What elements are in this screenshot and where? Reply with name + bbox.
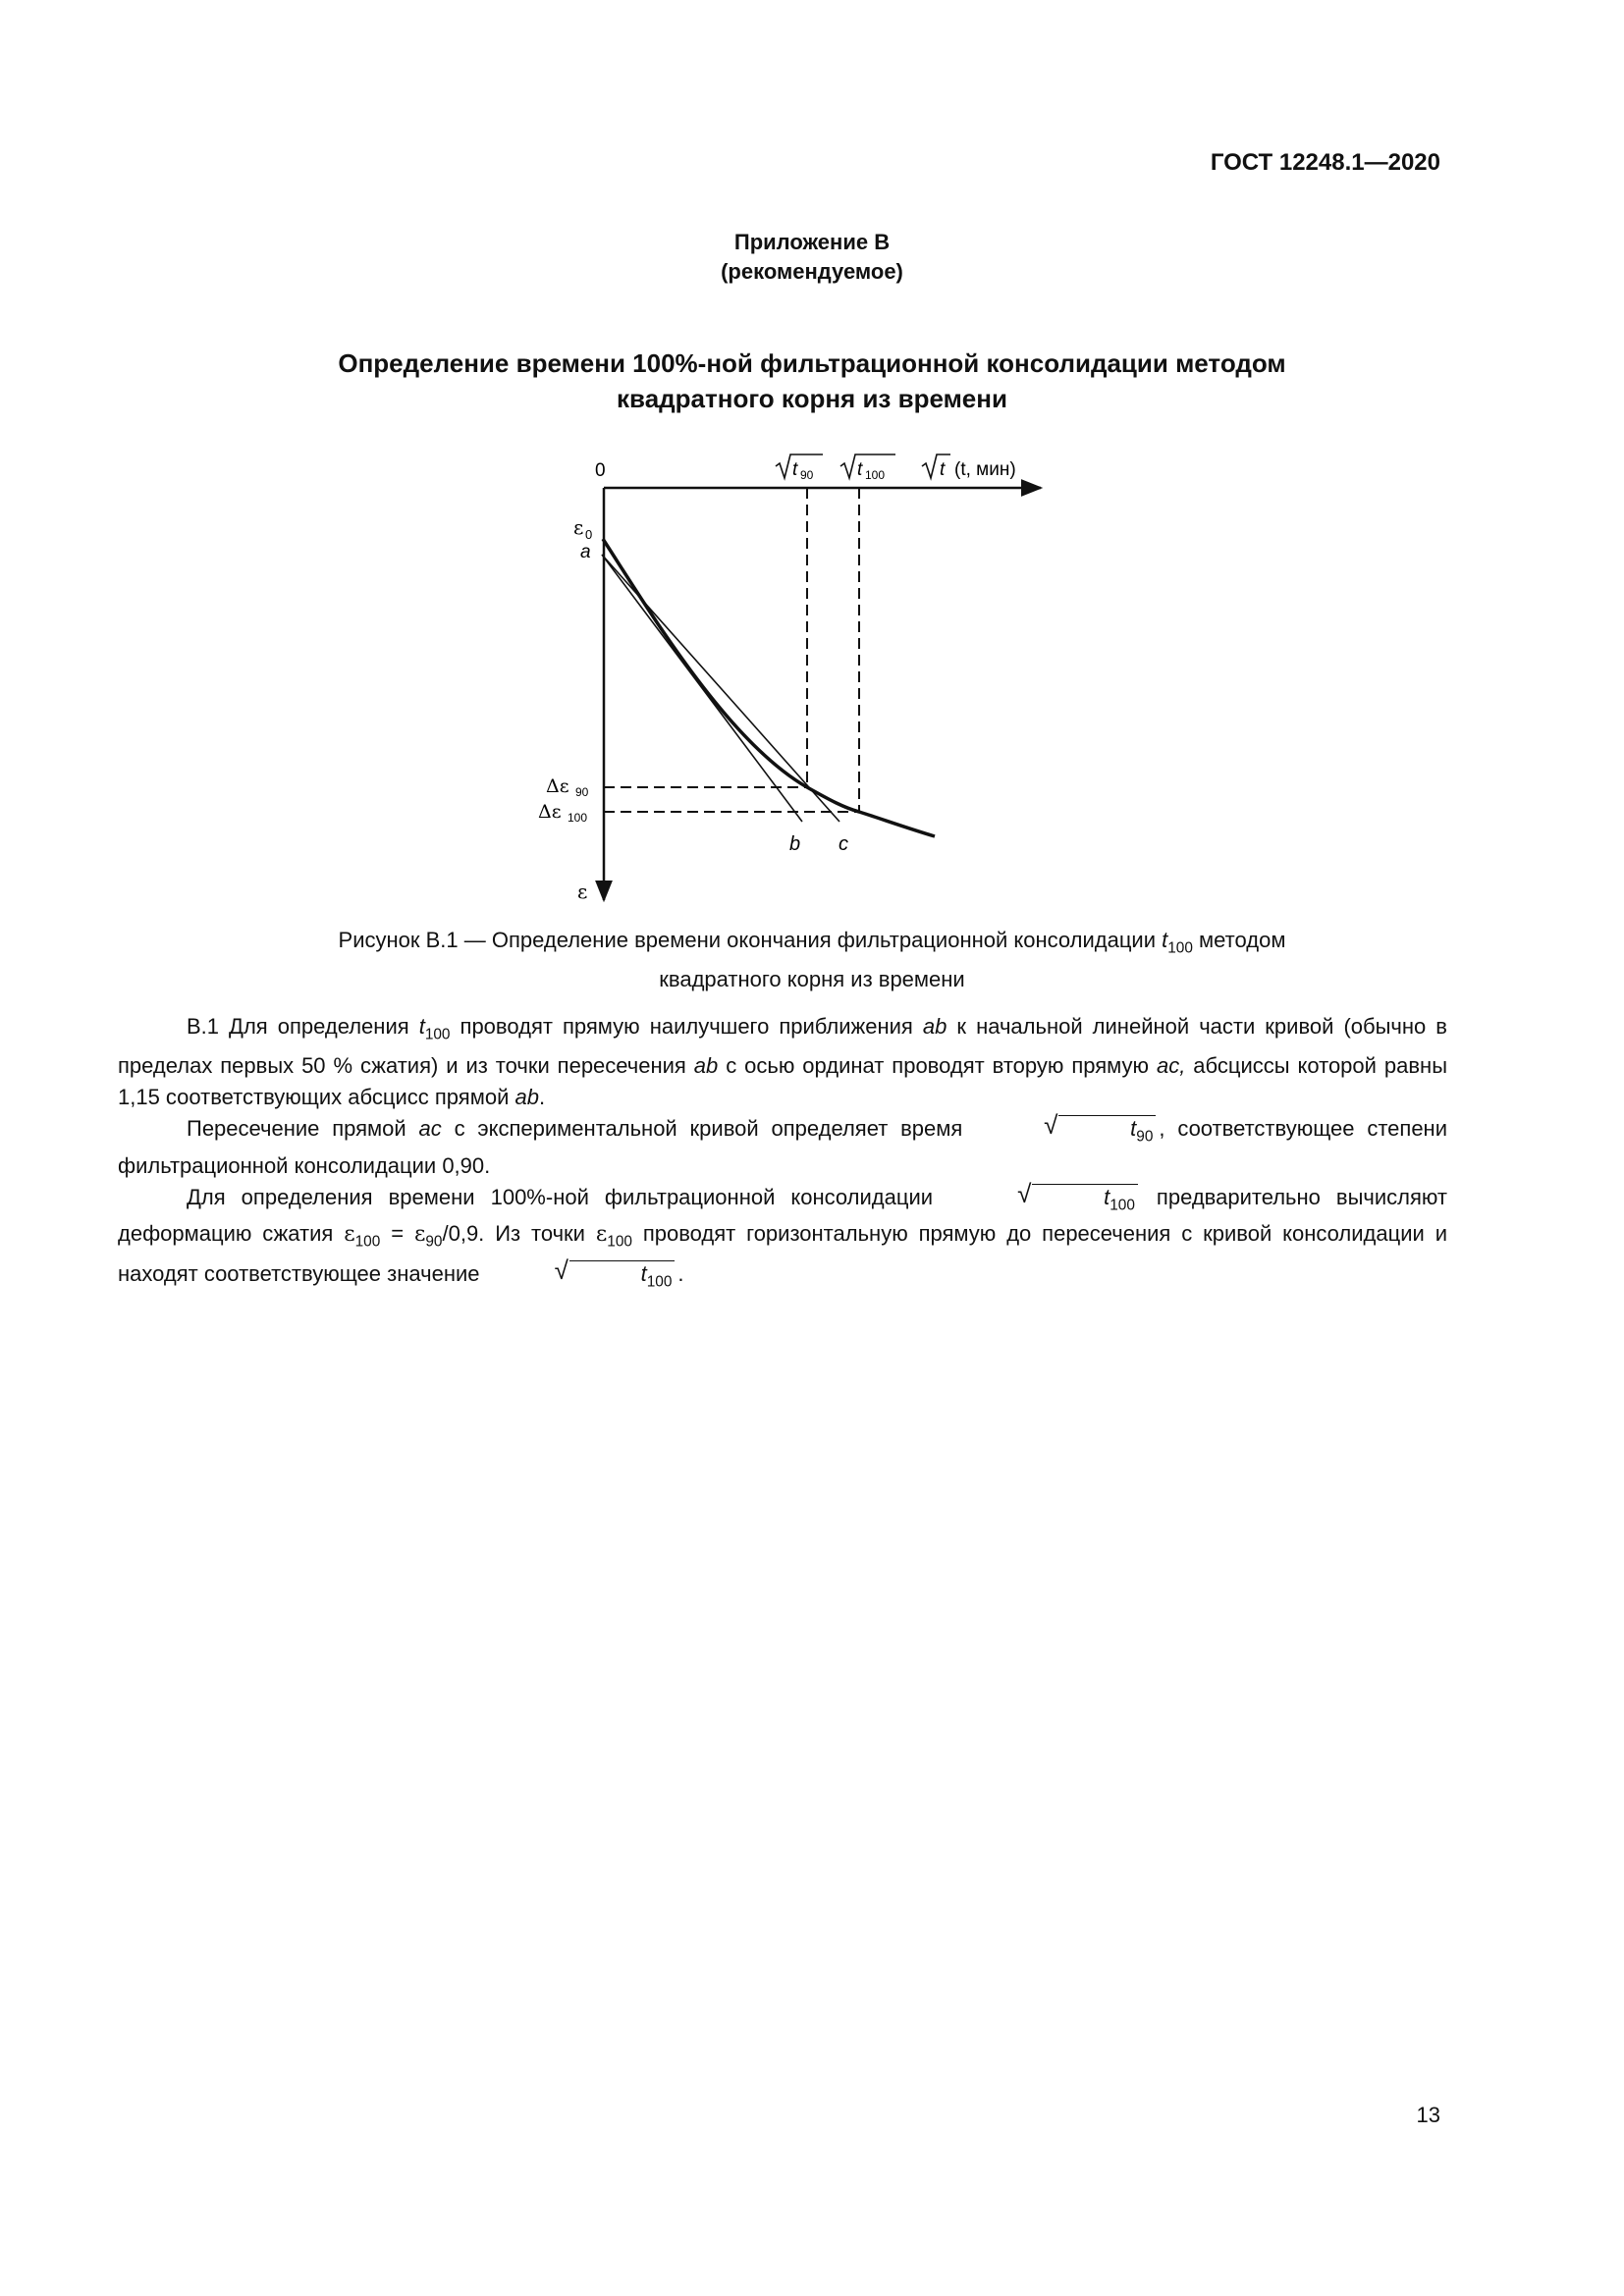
- paragraph-3: Для определения времени 100%-ной фильтрационной консолидации √ $t_{100}$ предварительно вычисляют деформацию сжатия $\varepsilon_{100} = \varepsilon_{90}/0,9$. Из точки $\varepsilon_{100}$ проводят горизонтальную прямую до пересечения с кривой консолидации и находят соответствующее значение √ $t_{100}$ .: [118, 1182, 1447, 1295]
- svg-text:100: 100: [568, 811, 588, 825]
- body-text: [118, 1011, 1447, 1295]
- caption-line-1: Рисунок В.1 — Определение времени окончания фильтрационной консолидации $t_{100}$ методом: [338, 928, 1286, 957]
- t100-label-sub: 100: [865, 468, 886, 482]
- sqrt-t90-label: [776, 454, 823, 482]
- x-axis-unit: (t, мин): [954, 459, 1016, 480]
- standard-header: ГОСТ 12248.1—2020: [1210, 149, 1440, 176]
- point-b-label: b: [789, 833, 801, 855]
- appendix-title: Приложение В: [733, 230, 891, 254]
- appendix-heading: [0, 228, 1624, 287]
- svg-text:90: 90: [575, 785, 589, 799]
- paragraph-1: В.1 Для определения $t_{100}$ проводят прямую наилучшего приближения ab к начальной линейной части кривой (обычно в пределах первых 50 % сжатия) и из точки пересечения ab с осью ординат проводят вторую прямую ac, абсциссы которой равны 1,15 соответствующих абсцисс прямой ab.: [118, 1014, 1448, 1110]
- point-c-label: c: [839, 833, 848, 855]
- sqrt-t100-inline: √ $t_{100}$: [948, 1182, 1138, 1218]
- x-axis-title: t: [940, 459, 946, 480]
- t90-label: t: [792, 459, 798, 480]
- consolidation-curve: [603, 539, 935, 836]
- section-title: [0, 346, 1624, 416]
- consolidation-figure: [511, 447, 1060, 918]
- sqrt-t100-label: [840, 454, 895, 482]
- paragraph-2: Пересечение прямой ac с экспериментальной кривой определяет время √ $t_{90}$ , соответствующее степени фильтрационной консолидации 0,90.: [118, 1110, 1447, 1178]
- caption-line-2: квадратного корня из времени: [659, 967, 965, 992]
- sqrt-t100-inline-2: √ $t_{100}$: [486, 1258, 676, 1295]
- sqrt-t-axis-label: [922, 454, 1016, 480]
- origin-label: 0: [595, 460, 606, 481]
- svg-text:Δε: Δε: [546, 775, 569, 797]
- figure-caption: [0, 925, 1624, 995]
- t90-label-sub: 90: [800, 468, 814, 482]
- t100-label: t: [857, 459, 863, 480]
- section-title-line-2: квадратного корня из времени: [617, 384, 1007, 413]
- de100-label: [538, 801, 587, 825]
- page-number: 13: [1416, 2103, 1440, 2127]
- appendix-subtitle: (рекомендуемое): [721, 259, 903, 284]
- svg-text:ε: ε: [573, 515, 584, 539]
- section-title-line-1: Определение времени 100%-ной фильтрационной консолидации методом: [338, 348, 1286, 378]
- svg-text:0: 0: [585, 527, 593, 542]
- sqrt-t90-inline: √ $t_{90}$: [975, 1113, 1156, 1149]
- svg-text:Δε: Δε: [538, 801, 562, 823]
- de90-label: [546, 775, 589, 799]
- eps0-label: [573, 515, 592, 542]
- a-label: a: [580, 542, 591, 562]
- y-axis-title: ε: [577, 880, 588, 903]
